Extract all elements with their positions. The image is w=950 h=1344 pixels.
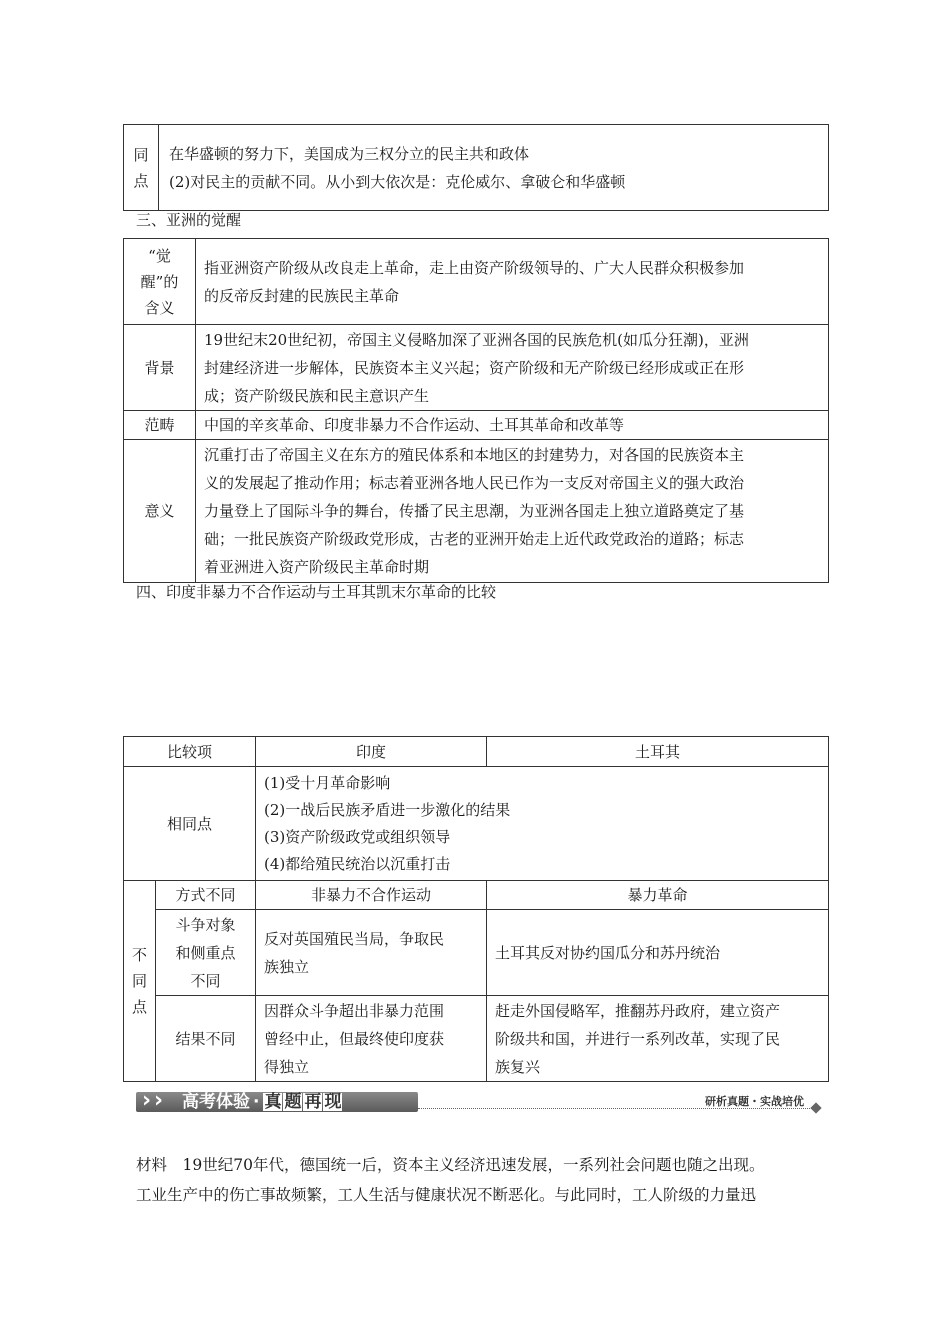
row-label: 意义 — [124, 440, 196, 583]
diamond-icon — [810, 1102, 821, 1113]
table-row — [124, 239, 829, 325]
header-india: 印度 — [256, 737, 487, 767]
row-content: 中国的辛亥革命、印度非暴力不合作运动、土耳其革命和改革等 — [196, 411, 829, 440]
row-content: 指亚洲资产阶级从改良走上革命，走上由资产阶级领导的、广大人民群众积极参加 的反帝反封建的民族民主革命 — [196, 239, 829, 325]
diff-turkey: 土耳其反对协约国瓜分和苏丹统治 — [487, 910, 829, 996]
diff-turkey: 暴力革命 — [487, 881, 829, 910]
header-turkey: 土耳其 — [487, 737, 829, 767]
table-asia-awakening — [123, 238, 829, 583]
diff-item: 斗争对象 和侧重点 不同 — [156, 910, 256, 996]
section-heading-comparison: 四、印度非暴力不合作运动与土耳其凯末尔革命的比较 — [136, 583, 497, 601]
table-continued — [123, 124, 829, 211]
diff-item: 结果不同 — [156, 996, 256, 1082]
table-row-same — [124, 767, 829, 881]
table-comparison — [123, 736, 829, 1082]
table-row — [124, 996, 829, 1082]
same-content: (1)受十月革命影响 (2)一战后民族矛盾进一步激化的结果 (3)资产阶级政党或组织领导 (4)都给殖民统治以沉重打击 — [256, 767, 829, 881]
banner-subtitle: 研析真题・实战培优 — [705, 1095, 804, 1108]
table-row — [124, 411, 829, 440]
table-header-row — [124, 737, 829, 767]
banner-title: 高考体验 · 真 题 再 现 — [182, 1092, 342, 1112]
material-paragraph: 材料 19世纪70年代，德国统一后，资本主义经济迅速发展，一系列社会问题也随之出现。 工业生产中的伤亡事故频繁，工人生活与健康状况不断恶化。与此同时，工人阶级的力量迅 — [136, 1156, 765, 1204]
chevron-right-icon: › — [142, 1088, 152, 1113]
row-label: 范畴 — [124, 411, 196, 440]
row-label: “觉 醒”的 含义 — [124, 239, 196, 325]
row-content: 19世纪末20世纪初，帝国主义侵略加深了亚洲各国的民族危机(如瓜分狂潮)，亚洲 封建经济进一步解体，民族资本主义兴起；资产阶级和无产阶级已经形成或正在形 成；资产阶级民族和民主意识产生 — [196, 325, 829, 411]
row-content: 沉重打击了帝国主义在东方的殖民体系和本地区的封建势力，对各国的民族资本主 义的发展起了推动作用；标志着亚洲各地人民已作为一支反对帝国主义的强大政治 力量登上了国际斗争的舞台，传播了民主思潮，为亚洲各国走上独立道路奠定了基 础；一批民族资产阶级政党形成，古老的亚洲开始走上近代政党政治的道路；标志 着亚洲进入资产阶级民主革命时期 — [196, 440, 829, 583]
diff-label: 不 同 点 — [124, 881, 156, 1082]
table-row — [124, 440, 829, 583]
table-row — [124, 325, 829, 411]
row-label-same: 同 点 — [124, 125, 159, 211]
table-row — [124, 881, 829, 910]
table-row — [124, 910, 829, 996]
diff-india: 非暴力不合作运动 — [256, 881, 487, 910]
section-banner — [136, 1086, 826, 1116]
row-label: 背景 — [124, 325, 196, 411]
diff-item: 方式不同 — [156, 881, 256, 910]
header-item: 比较项 — [124, 737, 256, 767]
row-content: 在华盛顿的努力下，美国成为三权分立的民主共和政体 (2)对民主的贡献不同。从小到大依次是：克伦威尔、拿破仑和华盛顿 — [159, 125, 829, 211]
chevron-right-icon: › — [154, 1088, 164, 1113]
diff-india: 反对英国殖民当局，争取民 族独立 — [256, 910, 487, 996]
section-heading-asia: 三、亚洲的觉醒 — [136, 211, 242, 229]
diff-india: 因群众斗争超出非暴力范围 曾经中止，但最终使印度获 得独立 — [256, 996, 487, 1082]
same-label: 相同点 — [124, 767, 256, 881]
diff-turkey: 赶走外国侵略军，推翻苏丹政府，建立资产 阶级共和国，并进行一系列改革，实现了民 族复兴 — [487, 996, 829, 1082]
